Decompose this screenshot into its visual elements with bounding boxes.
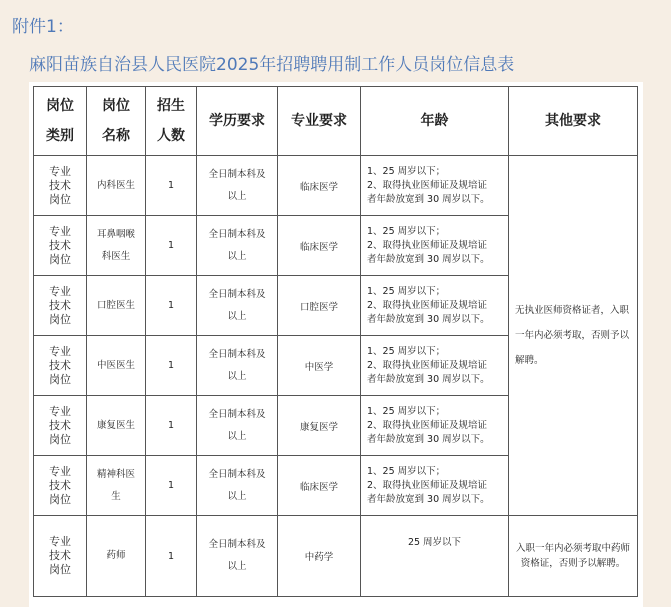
category-line: 岗位 [49, 432, 71, 446]
category-line: 技术 [49, 178, 71, 192]
age-line: 1、25 周岁以下； [367, 465, 446, 477]
age-cell [361, 336, 509, 396]
position-name-line: 口腔医生 [96, 299, 135, 311]
position-name-line: 中医医生 [96, 359, 135, 371]
age-line: 者年龄放宽到 30 周岁以下。 [367, 193, 490, 205]
education-cell [197, 276, 278, 336]
other-requirements-cell [509, 516, 638, 597]
age-line: 者年龄放宽到 30 周岁以下。 [367, 313, 490, 325]
position-name-cell [87, 156, 146, 216]
education-line: 全日制本科及 [208, 228, 266, 240]
education-line: 以上 [227, 561, 247, 572]
category-line: 岗位 [49, 312, 71, 326]
age-cell [361, 276, 509, 336]
education-cell [197, 456, 278, 516]
count-cell: 1 [146, 456, 197, 516]
major-cell: 康复医学 [278, 396, 361, 456]
age-line: 2、取得执业医师证及规培证 [367, 419, 488, 431]
position-name-cell [87, 456, 146, 516]
position-name-cell [87, 216, 146, 276]
age-cell [361, 216, 509, 276]
count-cell: 1 [146, 336, 197, 396]
age-cell [361, 156, 509, 216]
category-line: 技术 [49, 478, 71, 492]
position-name-cell [87, 516, 146, 597]
age-line: 者年龄放宽到 30 周岁以下。 [367, 433, 490, 445]
age-line: 1、25 周岁以下； [367, 285, 446, 297]
education-line: 以上 [227, 250, 247, 262]
position-name-line: 康复医生 [96, 419, 135, 431]
count-cell: 1 [146, 156, 197, 216]
column-header: 专业要求 [278, 87, 361, 156]
table-row [34, 516, 638, 597]
category-line: 技术 [49, 298, 71, 312]
age-line: 者年龄放宽到 30 周岁以下。 [367, 253, 490, 265]
education-cell [197, 396, 278, 456]
category-line: 技术 [49, 358, 71, 372]
education-cell [197, 336, 278, 396]
column-header: 其他要求 [509, 87, 638, 156]
education-line: 全日制本科及 [208, 408, 266, 420]
major-cell: 口腔医学 [278, 276, 361, 336]
education-cell [197, 216, 278, 276]
age-line: 者年龄放宽到 30 周岁以下。 [367, 493, 490, 505]
category-line: 专业 [49, 464, 71, 478]
other-requirements-cell [509, 156, 638, 516]
age-line: 1、25 周岁以下； [367, 165, 446, 177]
age-cell [361, 516, 509, 597]
count-cell: 1 [146, 216, 197, 276]
category-cell [34, 396, 87, 456]
age-line: 2、取得执业医师证及规培证 [367, 239, 488, 251]
category-cell [34, 456, 87, 516]
category-line: 专业 [49, 224, 71, 238]
category-line: 技术 [49, 549, 71, 562]
education-line: 以上 [227, 190, 247, 202]
age-line: 1、25 周岁以下； [367, 225, 446, 237]
major-cell: 中医学 [278, 336, 361, 396]
other-requirements-line: 考取，否则予以解 [515, 330, 630, 366]
position-name-line: 精神科医 [96, 468, 135, 480]
education-line: 全日制本科及 [208, 348, 266, 360]
category-line: 专业 [49, 344, 71, 358]
education-line: 全日制本科及 [208, 468, 266, 480]
category-line: 岗位 [49, 252, 71, 266]
other-requirements-line: 者，入职一年内必须 [515, 305, 630, 341]
category-line: 技术 [49, 238, 71, 252]
count-cell: 1 [146, 396, 197, 456]
document-title: 麻阳苗族自治县人民医院2025年招聘聘用制工作人员岗位信息表 [29, 55, 515, 75]
column-header: 年龄 [361, 87, 509, 156]
age-line: 2、取得执业医师证及规培证 [367, 479, 488, 491]
category-line: 岗位 [49, 372, 71, 386]
education-line: 以上 [227, 490, 247, 502]
age-cell [361, 456, 509, 516]
table-header-row [34, 87, 638, 156]
education-line: 以上 [227, 370, 247, 382]
other-requirements-line: 入职一年内必须考 [515, 543, 592, 554]
position-name-line: 生 [111, 490, 121, 502]
category-line: 技术 [49, 418, 71, 432]
age-line: 25 周岁以下 [407, 537, 462, 548]
category-line: 专业 [49, 535, 71, 548]
position-name-line: 药师 [106, 550, 126, 561]
position-name-cell [87, 336, 146, 396]
table-row [34, 156, 638, 216]
category-line: 专业 [49, 404, 71, 418]
position-name-line: 耳鼻咽喉 [96, 228, 135, 240]
category-line: 岗位 [49, 192, 71, 206]
category-cell [34, 516, 87, 597]
education-line: 以上 [227, 430, 247, 442]
category-cell [34, 276, 87, 336]
attachment-label: 附件1： [12, 17, 74, 37]
count-cell: 1 [146, 276, 197, 336]
other-requirements-line: 则予以解聘。 [568, 558, 626, 569]
education-cell [197, 516, 278, 597]
column-header: 岗位 名称 [87, 87, 146, 156]
age-line: 1、25 周岁以下； [367, 345, 446, 357]
education-line: 以上 [227, 310, 247, 322]
column-header: 招生 人数 [146, 87, 197, 156]
category-line: 岗位 [49, 492, 71, 506]
education-line: 全日制本科及 [208, 168, 266, 180]
position-name-line: 内科医生 [96, 179, 135, 191]
age-line: 2、取得执业医师证及规培证 [367, 179, 488, 191]
category-cell [34, 216, 87, 276]
other-requirements-line: 无执业医师资格证 [515, 305, 592, 316]
position-name-cell [87, 396, 146, 456]
position-name-line: 科医生 [101, 250, 131, 262]
major-cell: 中药学 [278, 516, 361, 597]
age-cell [361, 396, 509, 456]
major-cell: 临床医学 [278, 216, 361, 276]
other-requirements-line: 取中药师资格证，否 [520, 543, 631, 569]
age-line: 2、取得执业医师证及规培证 [367, 359, 488, 371]
category-cell [34, 156, 87, 216]
education-cell [197, 156, 278, 216]
education-line: 全日制本科及 [208, 288, 266, 300]
category-line: 专业 [49, 284, 71, 298]
category-cell [34, 336, 87, 396]
age-line: 2、取得执业医师证及规培证 [367, 299, 488, 311]
column-header: 学历要求 [197, 87, 278, 156]
age-line: 者年龄放宽到 30 周岁以下。 [367, 373, 490, 385]
table-sheet [29, 82, 643, 607]
major-cell: 临床医学 [278, 156, 361, 216]
category-line: 专业 [49, 164, 71, 178]
major-cell: 临床医学 [278, 456, 361, 516]
column-header: 岗位 类别 [34, 87, 87, 156]
count-cell: 1 [146, 516, 197, 597]
position-name-cell [87, 276, 146, 336]
other-requirements-line: 聘。 [524, 355, 544, 366]
education-line: 全日制本科及 [208, 539, 266, 550]
job-info-table [33, 86, 638, 597]
category-line: 岗位 [49, 563, 71, 576]
age-line: 1、25 周岁以下； [367, 405, 446, 417]
